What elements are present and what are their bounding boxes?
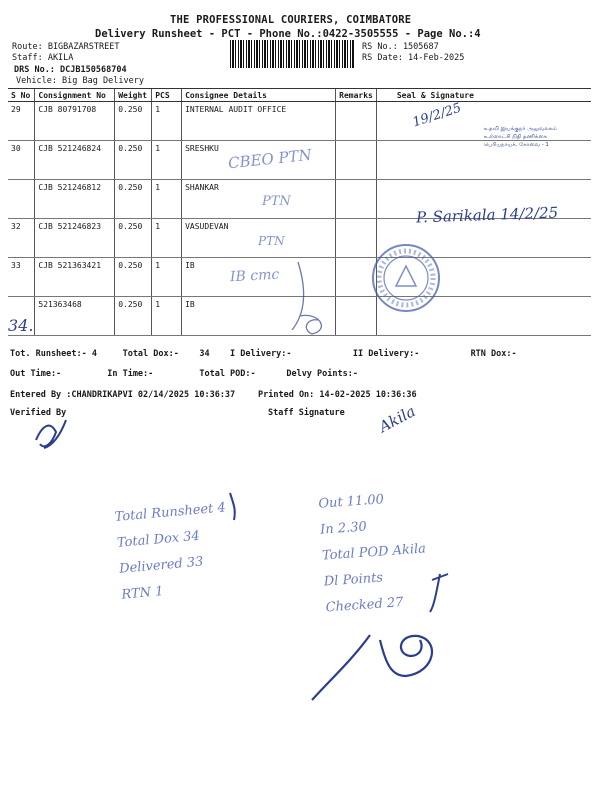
row-weight: 0.250 — [115, 180, 152, 219]
row-consignee: VASUDEVAN — [182, 219, 336, 258]
row-consignee: IB — [182, 258, 336, 297]
row-weight: 0.250 — [115, 219, 152, 258]
row-pcs: 1 — [152, 180, 182, 219]
entered-by: Entered By :CHANDRIKAPVI 02/14/2025 10:36:37 — [10, 390, 236, 400]
row31-note-handwriting: PTN — [262, 194, 291, 209]
times-line: Out Time:- In Time:- Total POD:- Delvy Points:- — [10, 369, 358, 379]
rs-number: RS No.: 1505687 — [362, 42, 439, 52]
row-pcs: 1 — [152, 102, 182, 141]
col-sno: S No — [8, 89, 35, 102]
row-sno: 32 — [8, 219, 35, 258]
row-consignment: CJB 521246824 — [35, 141, 115, 180]
tally-item: Total Dox 34 — [116, 528, 201, 551]
tally-item: Out 11.00 — [317, 492, 385, 512]
row-consignee: SRESHKU — [182, 141, 336, 180]
col-consignment: Consignment No — [35, 89, 115, 102]
tally-left-block — [114, 495, 234, 608]
row-weight: 0.250 — [115, 258, 152, 297]
row34-serial-handwriting: 34. — [8, 316, 34, 335]
row32-note-handwriting: PTN — [258, 234, 285, 248]
row-sno: 29 — [8, 102, 35, 141]
col-weight: Weight — [115, 89, 152, 102]
totals-line: Tot. Runsheet:- 4 Total Dox:- 34 I Delivery:- II Delivery:- RTN Dox:- — [10, 349, 517, 359]
row-pcs: 1 — [152, 141, 182, 180]
row-consignment: CJB 521363421 — [35, 258, 115, 297]
row31-receiver-signature: P. Sarikala 14/2/25 — [415, 203, 559, 227]
tally-item: Total Runsheet 4 — [114, 500, 227, 525]
col-pcs: PCS — [152, 89, 182, 102]
row-weight: 0.250 — [115, 102, 152, 141]
tally-item: RTN 1 — [120, 584, 165, 603]
staff-label: Staff: AKILA — [12, 53, 74, 63]
row-consignment: CJB 521246812 — [35, 180, 115, 219]
col-remarks: Remarks — [336, 89, 377, 102]
row30-note-handwriting: CBEO PTN — [227, 145, 313, 173]
company-title: THE PROFESSIONAL COURIERS, COIMBATORE — [170, 14, 412, 26]
row-consignment: 521363468 — [35, 297, 115, 336]
row-pcs: 1 — [152, 219, 182, 258]
row-weight: 0.250 — [115, 141, 152, 180]
row-consignee: IB — [182, 297, 336, 336]
col-seal: Seal & Signature — [376, 89, 591, 102]
vehicle-label: Vehicle: Big Bag Delivery — [16, 76, 144, 86]
rs-date: RS Date: 14-Feb-2025 — [362, 53, 465, 63]
row-sno: 33 — [8, 258, 35, 297]
tally-item: Checked 27 — [325, 595, 404, 616]
row-consignment: CJB 80791708 — [35, 102, 115, 141]
row-consignee: SHANKAR — [182, 180, 336, 219]
row-pcs: 1 — [152, 258, 182, 297]
col-consignee: Consignee Details — [182, 89, 336, 102]
staff-signature-handwriting: Akila — [376, 402, 419, 436]
runsheet-subtitle: Delivery Runsheet - PCT - Phone No.:0422-3505555 - Page No.:4 — [95, 28, 481, 40]
stamp-line: பெரியநாயக். கோவை - 1 — [484, 142, 549, 148]
tally-item: Total POD Akila — [321, 541, 427, 564]
tally-item: Dl Points — [323, 570, 384, 590]
row-consignment: CJB 521246823 — [35, 219, 115, 258]
row33-note-handwriting: IB cmc — [229, 266, 280, 286]
row-consignee: INTERNAL AUDIT OFFICE — [182, 102, 336, 141]
row-pcs: 1 — [152, 297, 182, 336]
tally-right-block — [318, 485, 431, 622]
tally-item: In 2.30 — [319, 519, 368, 538]
verified-by-label: Verified By — [10, 408, 67, 418]
tally-item: Delivered 33 — [118, 554, 205, 577]
stamp-line: உள்ளாட்சி நிதி தணிக்கை — [484, 134, 548, 140]
printed-on: Printed On: 14-02-2025 10:36:36 — [258, 390, 417, 400]
drs-number: DRS No.: DCJB150568704 — [14, 65, 127, 75]
row-sno: 30 — [8, 141, 35, 180]
route-label: Route: BIGBAZARSTREET — [12, 42, 120, 52]
seal-date-handwriting: 19/2/25 — [410, 100, 464, 131]
row-weight: 0.250 — [115, 297, 152, 336]
staff-signature-label: Staff Signature — [268, 408, 345, 418]
stamp-line: உதவி இயக்குநர் அலுவலகம் — [484, 126, 557, 132]
